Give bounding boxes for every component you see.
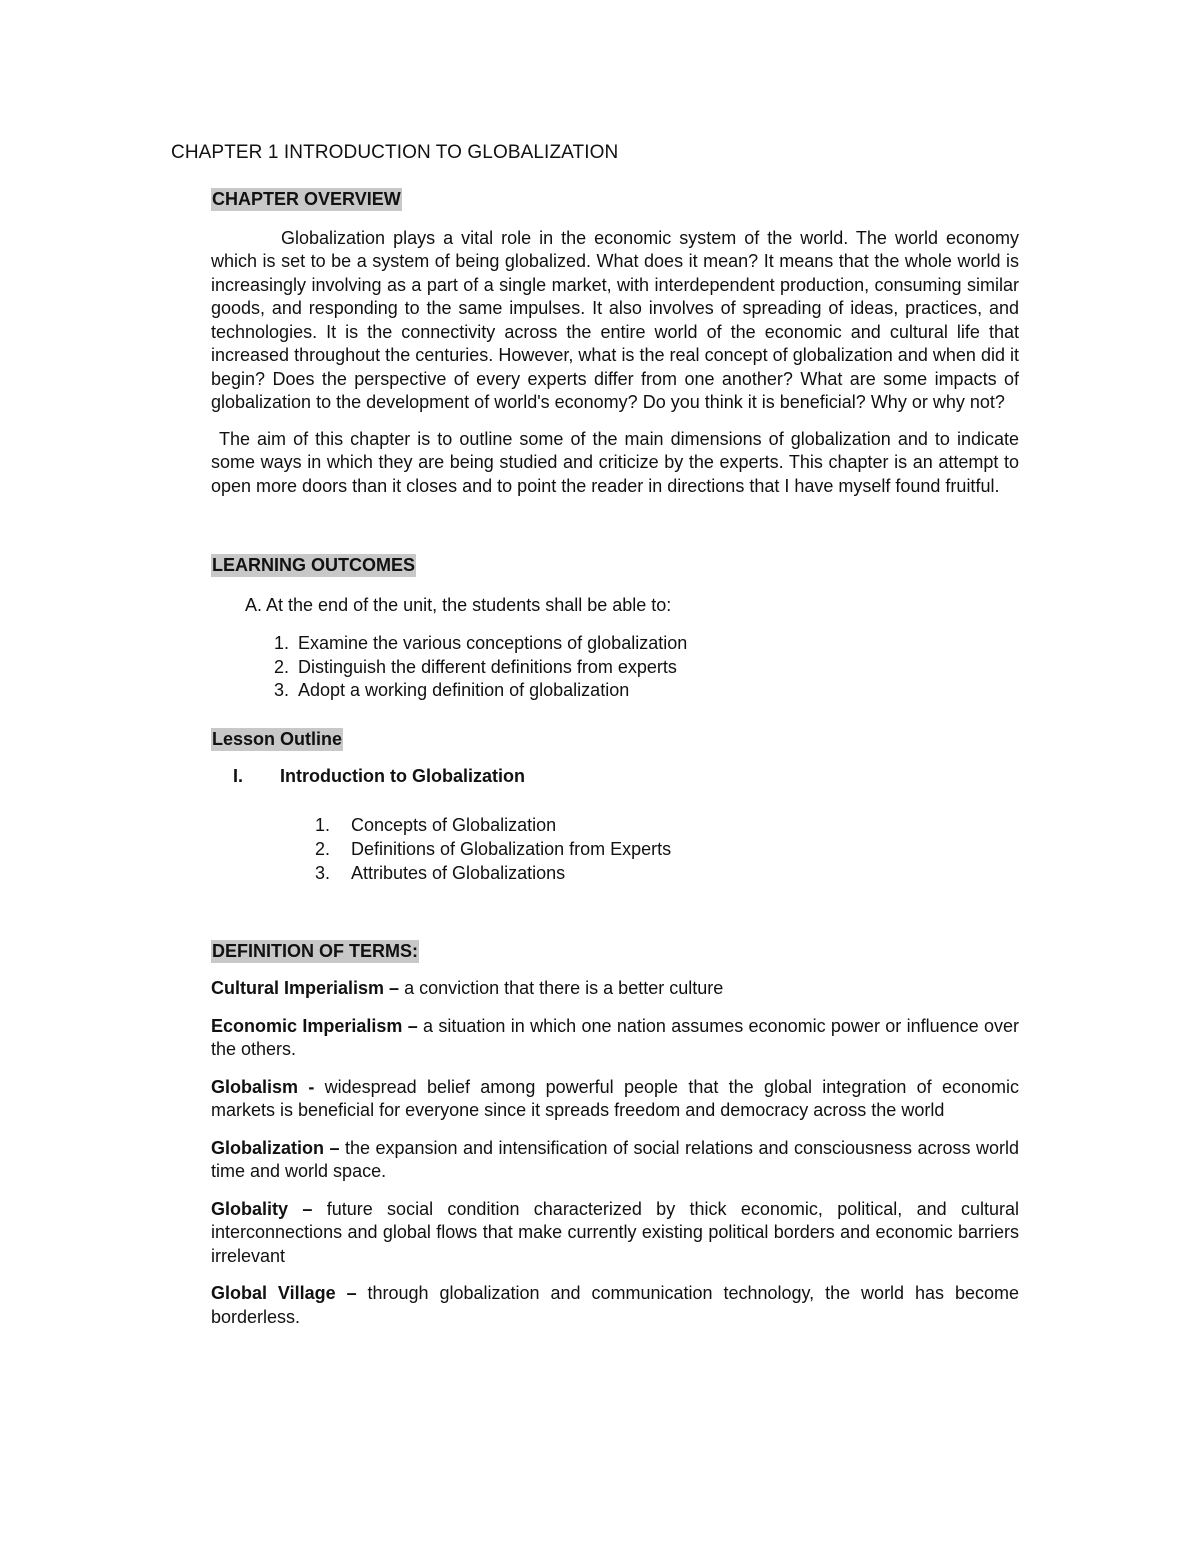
term-name: Globalism -	[211, 1076, 315, 1097]
outcomes-list	[211, 632, 1019, 703]
document-content	[211, 188, 1019, 1329]
list-item-text: Examine the various conceptions of globalization	[298, 633, 688, 653]
list-item-text: Adopt a working definition of globalization	[298, 680, 630, 700]
term-definition	[211, 1015, 1019, 1062]
term-text: a conviction that there is a better culture	[399, 978, 724, 998]
term-text: through globalization and communication technology, the world has become borderless.	[211, 1283, 1019, 1327]
list-number: 3.	[315, 862, 331, 883]
list-item-text: Distinguish the different definitions from experts	[298, 656, 677, 677]
outcomes-intro: A. At the end of the unit, the students shall be able to:	[245, 594, 672, 615]
list-item	[293, 861, 1019, 885]
term-name: Global Village –	[211, 1283, 357, 1303]
list-number: 1.	[315, 814, 331, 835]
learning-outcomes-heading: LEARNING OUTCOMES	[212, 555, 416, 575]
outline-section-title: Introduction to Globalization	[280, 766, 525, 786]
list-item-text: Attributes of Globalizations	[351, 862, 566, 883]
overview-paragraph: Globalization plays a vital role in the economic system of the world. The world economy which is set to be a system of being globalized. What does it mean? It means that the whole world is increasingly involving as a part of a single market, with interdependent production, consuming similar goods, and responding to the same impulses. It also involves of spreading of ideas, practices, and technologies. It is the connectivity across the entire world of the economic and cultural life that increased throughout the centuries. However, what is the real concept of globalization and when did it begin? Does the perspective of every experts differ from one another? What are some impacts of globalization to the development of world's economy? Do you think it is beneficial? Why or why not?	[211, 227, 1019, 412]
term-definition	[211, 1198, 1019, 1269]
roman-numeral: I.	[233, 766, 244, 786]
list-item-text: Concepts of Globalization	[351, 814, 557, 835]
term-text: future social condition characterized by thick economic, political, and cultural interconnections and global flows that make currently existing political borders and economic barriers irrelevant	[211, 1198, 1019, 1266]
list-item	[293, 813, 1019, 837]
term-name: Globality –	[211, 1198, 313, 1219]
term-definition	[211, 1282, 1019, 1329]
term-definition	[211, 1137, 1019, 1184]
term-text: widespread belief among powerful people that the global integration of economic markets is beneficial for everyone since it spreads freedom and democracy across the world	[211, 1076, 1019, 1120]
definition-of-terms-heading: DEFINITION OF TERMS:	[212, 940, 418, 961]
list-number: 2.	[274, 656, 290, 677]
list-number: 2.	[315, 838, 331, 859]
term-definition	[211, 977, 1019, 1001]
term-name: Globalization –	[211, 1137, 340, 1158]
list-number: 3.	[274, 680, 290, 700]
chapter-title: CHAPTER 1 INTRODUCTION TO GLOBALIZATION	[171, 142, 619, 163]
outline-list	[211, 813, 1019, 885]
list-item	[293, 837, 1019, 861]
term-name: Economic Imperialism –	[211, 1015, 418, 1036]
aim-paragraph	[211, 428, 1019, 499]
aim-paragraph-text: The aim of this chapter is to outline some of the main dimensions of globalization and to indicate some ways in which they are being studied and criticize by the experts. This chapter is an attempt to open more doors than it closes and to point the reader in directions that I have myself found fruitful.	[211, 428, 1019, 496]
term-text: the expansion and intensification of social relations and consciousness across world time and world space.	[211, 1137, 1019, 1181]
lesson-outline-heading: Lesson Outline	[212, 728, 343, 749]
term-name: Cultural Imperialism –	[211, 978, 400, 998]
list-item-text: Definitions of Globalization from Experts	[351, 838, 672, 859]
list-item	[248, 632, 1019, 656]
outline-section	[211, 765, 1019, 789]
term-definition	[211, 1076, 1019, 1123]
list-number: 1.	[274, 633, 290, 653]
term-text: a situation in which one nation assumes economic power or influence over the others.	[211, 1015, 1019, 1059]
list-item	[248, 656, 1019, 680]
list-item	[248, 679, 1019, 703]
chapter-overview-heading: CHAPTER OVERVIEW	[212, 189, 401, 209]
